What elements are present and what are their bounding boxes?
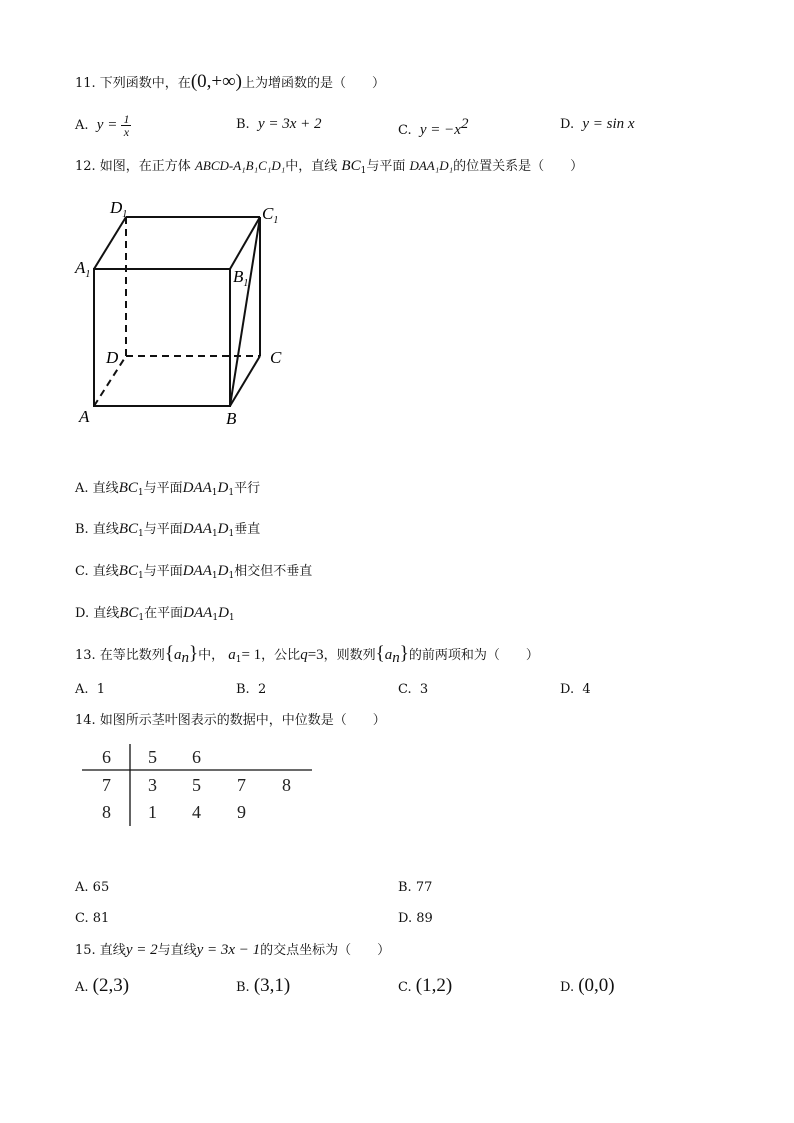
q15-option-a[interactable]: A. (2,3) (75, 975, 130, 996)
q14-option-a[interactable]: A. 65 (75, 880, 110, 895)
label-d: D (106, 348, 119, 367)
q11-option-a[interactable]: A. y = $\frac{1}{x}$ (75, 112, 130, 139)
q14-option-b[interactable]: B. 77 (398, 880, 433, 895)
leaf-value: 5 (148, 747, 157, 767)
q11-option-d[interactable]: D. y = sin x (560, 116, 635, 132)
stem-value: 6 (102, 747, 111, 767)
q15-option-d[interactable]: D. (0,0) (560, 975, 615, 996)
label-b: B (226, 409, 237, 428)
leaf-value: 9 (237, 802, 246, 822)
q11-option-b[interactable]: B. y = 3x + 2 (236, 116, 322, 132)
label-a: A (79, 407, 90, 426)
q14-stem: 14. 如图所示茎叶图表示的数据中，中位数是（ ） (75, 713, 386, 728)
diagonal-bc1 (230, 217, 260, 406)
q15-option-c[interactable]: C. (1,2) (398, 975, 453, 996)
label-c: C (270, 348, 282, 367)
q12-option-c[interactable]: C. 直线$BC_1$与平面$DAA_1D_1$相交但不垂直 (75, 563, 313, 581)
stem-leaf-plot (80, 742, 320, 830)
q13-stem: 13. 在等比数列$\{a_n\}$中， $a_1= 1$，公比q=3，则数列$\{a_n\}$的前两项和为（ ） (75, 643, 539, 666)
q15-stem: 15. 直线y = 2与直线y = 3x − 1的交点坐标为（ ） (75, 942, 391, 958)
leaf-value: 1 (148, 802, 157, 822)
leaf-value: 7 (237, 775, 246, 795)
q14-option-d[interactable]: D. 89 (398, 911, 433, 926)
leaf-value: 4 (192, 802, 201, 822)
q11-option-c[interactable]: C. $y = -x^2$ (398, 116, 469, 138)
q13-option-c[interactable]: C. 3 (398, 682, 429, 697)
q14-option-c[interactable]: C. 81 (75, 911, 110, 926)
leaf-value: 8 (282, 775, 291, 795)
front-face (94, 269, 230, 406)
edge-a1d1 (94, 217, 126, 269)
q13-option-a[interactable]: A. 1 (75, 682, 106, 697)
q13-option-b[interactable]: B. 2 (236, 682, 267, 697)
leaf-value: 6 (192, 747, 201, 767)
leaf-value: 5 (192, 775, 201, 795)
label-a1: $A_1$ (75, 258, 91, 280)
q12-option-b[interactable]: B. 直线$BC_1$与平面$DAA_1D_1$垂直 (75, 521, 261, 539)
label-b1: $B_1$ (233, 267, 249, 289)
cube-figure (70, 195, 310, 430)
q15-option-b[interactable]: B. (3,1) (236, 975, 291, 996)
fraction: $\frac{1}{x}$ (123, 112, 130, 139)
q12-option-a[interactable]: A. 直线$BC_1$与平面$DAA_1D_1$平行 (75, 480, 261, 498)
label-d1: $D_1$ (110, 198, 128, 220)
q13-option-d[interactable]: D. 4 (560, 682, 591, 697)
leaf-value: 3 (148, 775, 157, 795)
q11-interval: (0,+∞) (190, 71, 242, 92)
q12-option-d[interactable]: D. 直线$BC_1$在平面$DAA_1D_1$ (75, 605, 235, 623)
stem-value: 8 (102, 802, 111, 822)
q11-stem: 11. 下列函数中，在(0,+∞)上为增函数的是（ ） (75, 71, 385, 92)
stem-value: 7 (102, 775, 111, 795)
label-c1: $C_1$ (262, 204, 279, 226)
q12-stem: 12. 如图，在正方体 ABCD-A₁B₁C₁D₁中，直线 $BC_1$与平面 DAA₁D₁的位置关系是（ ） (75, 158, 584, 176)
